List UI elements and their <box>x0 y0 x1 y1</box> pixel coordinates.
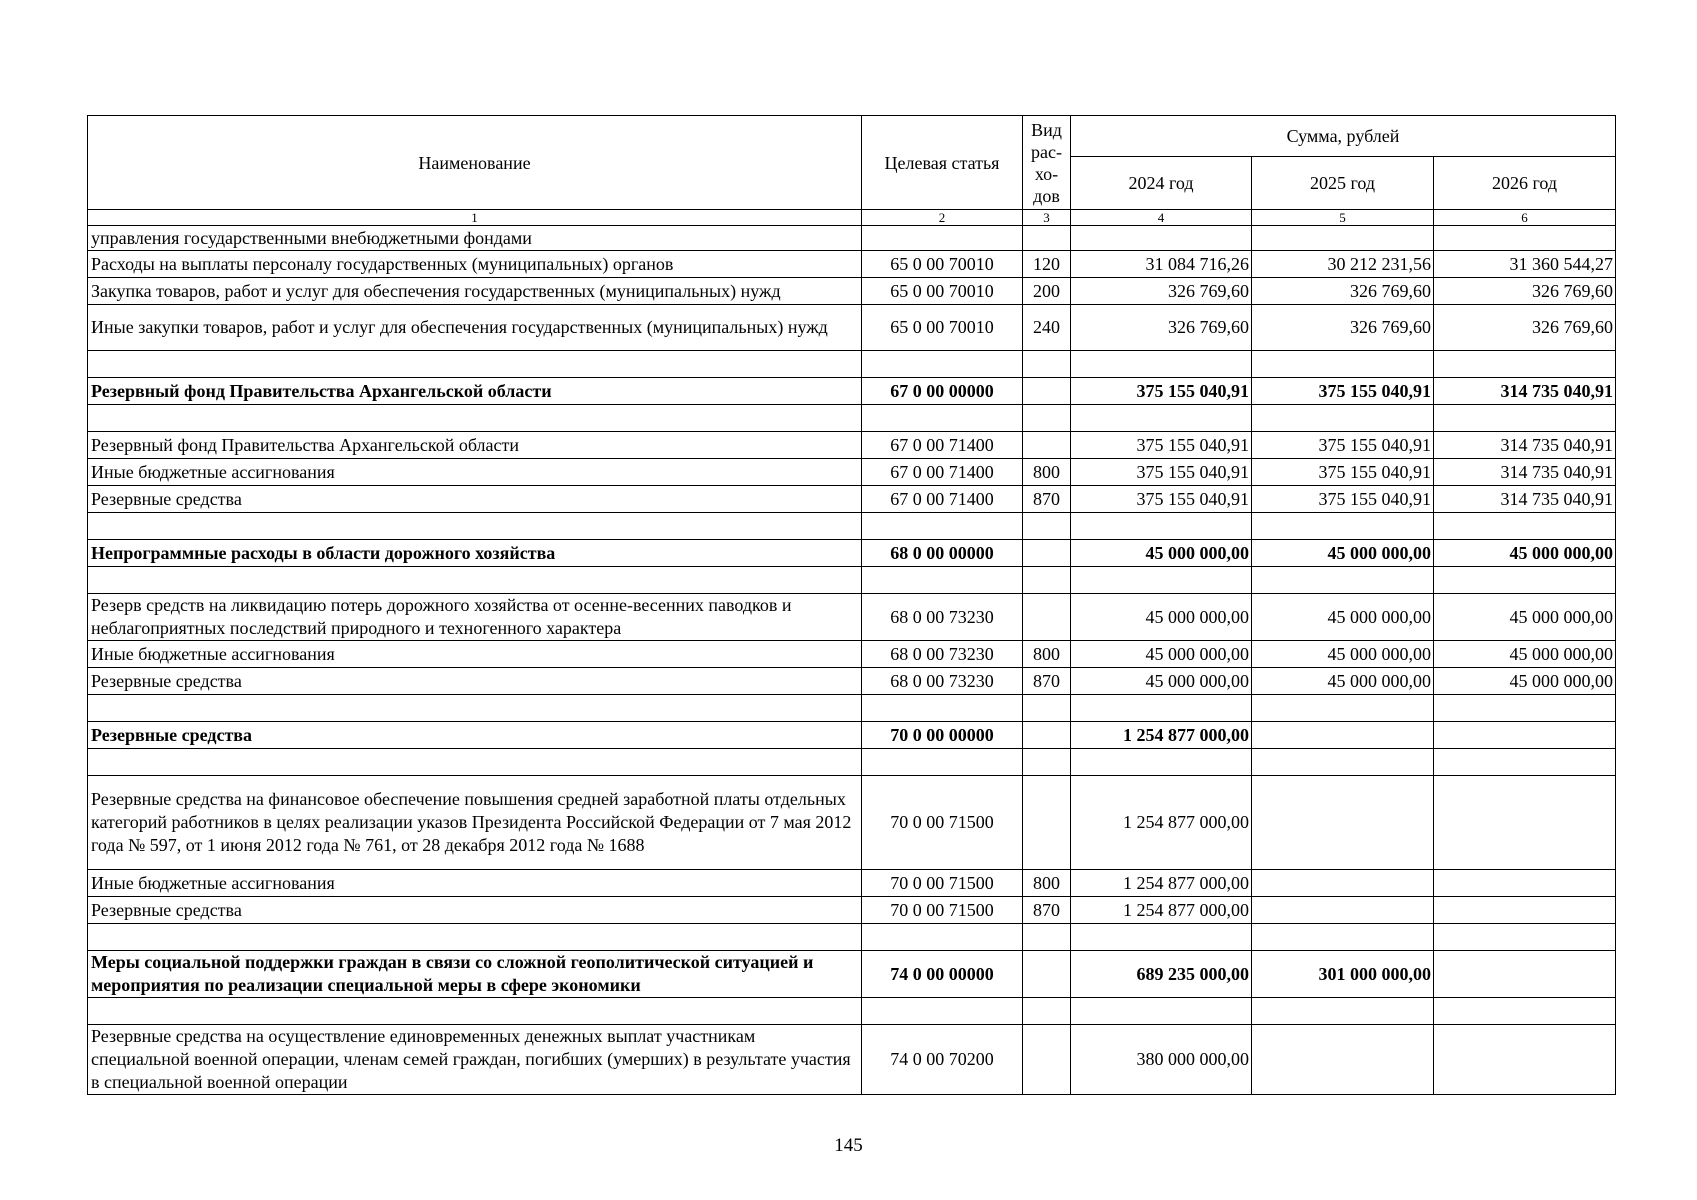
cell-sum-2025: 45 000 000,00 <box>1252 668 1434 695</box>
cell-sum-2025 <box>1252 405 1434 432</box>
cell-target-article: 65 0 00 70010 <box>862 305 1023 351</box>
page-number: 145 <box>834 1135 863 1156</box>
column-number: 6 <box>1434 210 1616 226</box>
cell-name: Резервные средства <box>88 722 862 749</box>
cell-sum-2025 <box>1252 1025 1434 1095</box>
cell-target-article: 68 0 00 73230 <box>862 594 1023 641</box>
table-row <box>88 513 1616 540</box>
cell-expense-type: 870 <box>1023 486 1071 513</box>
cell-target-article: 67 0 00 71400 <box>862 432 1023 459</box>
cell-sum-2025: 326 769,60 <box>1252 278 1434 305</box>
table-row <box>88 459 1616 486</box>
cell-target-article: 74 0 00 70200 <box>862 1025 1023 1095</box>
cell-expense-type <box>1023 749 1071 776</box>
cell-name: Резервные средства <box>88 897 862 924</box>
cell-sum-2024: 375 155 040,91 <box>1071 378 1252 405</box>
cell-name <box>88 513 862 540</box>
cell-sum-2024: 45 000 000,00 <box>1071 668 1252 695</box>
cell-target-article <box>862 998 1023 1025</box>
column-number: 2 <box>862 210 1023 226</box>
cell-target-article <box>862 226 1023 251</box>
cell-sum-2024: 326 769,60 <box>1071 278 1252 305</box>
cell-name: Меры социальной поддержки граждан в связи со сложной геополитической ситуацией и мероприятия по реализации специальной меры в сфере экономики <box>88 951 862 998</box>
cell-sum-2024: 326 769,60 <box>1071 305 1252 351</box>
cell-sum-2025 <box>1252 695 1434 722</box>
cell-name: Непрограммные расходы в области дорожного хозяйства <box>88 540 862 567</box>
cell-expense-type <box>1023 351 1071 378</box>
cell-sum-2026: 314 735 040,91 <box>1434 378 1616 405</box>
cell-target-article <box>862 513 1023 540</box>
cell-sum-2025: 375 155 040,91 <box>1252 486 1434 513</box>
cell-target-article <box>862 405 1023 432</box>
cell-sum-2024: 375 155 040,91 <box>1071 432 1252 459</box>
table-row <box>88 776 1616 870</box>
table-row <box>88 540 1616 567</box>
cell-target-article: 74 0 00 00000 <box>862 951 1023 998</box>
cell-target-article: 70 0 00 71500 <box>862 897 1023 924</box>
cell-sum-2024 <box>1071 695 1252 722</box>
cell-name <box>88 405 862 432</box>
table-row <box>88 998 1616 1025</box>
column-number: 5 <box>1252 210 1434 226</box>
cell-sum-2026 <box>1434 897 1616 924</box>
cell-target-article: 68 0 00 73230 <box>862 641 1023 668</box>
cell-expense-type <box>1023 695 1071 722</box>
cell-expense-type <box>1023 594 1071 641</box>
cell-sum-2025 <box>1252 513 1434 540</box>
cell-sum-2025 <box>1252 870 1434 897</box>
cell-sum-2024: 380 000 000,00 <box>1071 1025 1252 1095</box>
cell-expense-type: 800 <box>1023 641 1071 668</box>
cell-target-article <box>862 567 1023 594</box>
table-row <box>88 749 1616 776</box>
cell-sum-2026 <box>1434 405 1616 432</box>
cell-sum-2026 <box>1434 722 1616 749</box>
cell-sum-2026 <box>1434 567 1616 594</box>
cell-expense-type <box>1023 1025 1071 1095</box>
cell-expense-type: 800 <box>1023 459 1071 486</box>
cell-sum-2025 <box>1252 897 1434 924</box>
cell-target-article: 67 0 00 71400 <box>862 486 1023 513</box>
cell-expense-type: 800 <box>1023 870 1071 897</box>
cell-sum-2025: 30 212 231,56 <box>1252 251 1434 278</box>
cell-target-article: 68 0 00 73230 <box>862 668 1023 695</box>
cell-sum-2026: 45 000 000,00 <box>1434 540 1616 567</box>
cell-sum-2024: 31 084 716,26 <box>1071 251 1252 278</box>
table-row <box>88 278 1616 305</box>
table-row <box>88 870 1616 897</box>
cell-target-article: 65 0 00 70010 <box>862 278 1023 305</box>
cell-expense-type <box>1023 513 1071 540</box>
cell-name: Резервный фонд Правительства Архангельской области <box>88 432 862 459</box>
table-row <box>88 567 1616 594</box>
table-row <box>88 641 1616 668</box>
cell-sum-2026: 31 360 544,27 <box>1434 251 1616 278</box>
header-sum: Сумма, рублей <box>1071 116 1616 157</box>
cell-sum-2026 <box>1434 226 1616 251</box>
cell-target-article: 70 0 00 71500 <box>862 870 1023 897</box>
cell-target-article <box>862 351 1023 378</box>
cell-sum-2025: 326 769,60 <box>1252 305 1434 351</box>
cell-sum-2024: 45 000 000,00 <box>1071 540 1252 567</box>
cell-sum-2024 <box>1071 405 1252 432</box>
cell-target-article <box>862 749 1023 776</box>
cell-name: Резерв средств на ликвидацию потерь дорожного хозяйства от осенне-весенних паводков и неблагоприятных последствий природного и техногенного характера <box>88 594 862 641</box>
cell-target-article: 65 0 00 70010 <box>862 251 1023 278</box>
cell-name: Резервные средства <box>88 668 862 695</box>
table-row <box>88 251 1616 278</box>
cell-target-article <box>862 924 1023 951</box>
cell-name: Иные бюджетные ассигнования <box>88 459 862 486</box>
table-row <box>88 226 1616 251</box>
cell-sum-2025 <box>1252 722 1434 749</box>
cell-sum-2025 <box>1252 567 1434 594</box>
cell-sum-2025: 45 000 000,00 <box>1252 594 1434 641</box>
cell-sum-2025: 375 155 040,91 <box>1252 378 1434 405</box>
cell-expense-type: 240 <box>1023 305 1071 351</box>
table-row <box>88 405 1616 432</box>
cell-name: Расходы на выплаты персоналу государственных (муниципальных) органов <box>88 251 862 278</box>
cell-name: Резервные средства на осуществление единовременных денежных выплат участникам специальной военной операции, членам семей граждан, погибших (умерших) в результате участия в специальной военной операции <box>88 1025 862 1095</box>
column-number: 3 <box>1023 210 1071 226</box>
cell-expense-type <box>1023 432 1071 459</box>
cell-sum-2024: 689 235 000,00 <box>1071 951 1252 998</box>
cell-sum-2025 <box>1252 226 1434 251</box>
cell-sum-2026: 326 769,60 <box>1434 278 1616 305</box>
cell-sum-2025 <box>1252 998 1434 1025</box>
table-row <box>88 594 1616 641</box>
cell-expense-type <box>1023 924 1071 951</box>
cell-sum-2026: 45 000 000,00 <box>1434 594 1616 641</box>
table-row <box>88 351 1616 378</box>
header-year-2024: 2024 год <box>1071 157 1252 210</box>
cell-sum-2024: 1 254 877 000,00 <box>1071 722 1252 749</box>
cell-sum-2024 <box>1071 513 1252 540</box>
cell-name: Резервные средства <box>88 486 862 513</box>
table-row <box>88 924 1616 951</box>
cell-expense-type <box>1023 378 1071 405</box>
cell-sum-2025: 375 155 040,91 <box>1252 459 1434 486</box>
table-row <box>88 378 1616 405</box>
cell-sum-2026 <box>1434 351 1616 378</box>
cell-name <box>88 567 862 594</box>
cell-name <box>88 351 862 378</box>
table-row <box>88 951 1616 998</box>
cell-name <box>88 998 862 1025</box>
cell-expense-type <box>1023 405 1071 432</box>
cell-target-article: 70 0 00 71500 <box>862 776 1023 870</box>
header-target-article: Целевая статья <box>862 116 1023 210</box>
cell-expense-type <box>1023 776 1071 870</box>
header-expense-type: Вид рас-хо-дов <box>1023 116 1071 210</box>
cell-sum-2024 <box>1071 567 1252 594</box>
cell-expense-type: 200 <box>1023 278 1071 305</box>
cell-name: управления государственными внебюджетными фондами <box>88 226 862 251</box>
table-row <box>88 897 1616 924</box>
cell-sum-2024 <box>1071 998 1252 1025</box>
cell-expense-type: 870 <box>1023 668 1071 695</box>
cell-target-article: 68 0 00 00000 <box>862 540 1023 567</box>
cell-sum-2025: 375 155 040,91 <box>1252 432 1434 459</box>
cell-name <box>88 924 862 951</box>
cell-sum-2024 <box>1071 749 1252 776</box>
cell-name <box>88 749 862 776</box>
cell-sum-2024 <box>1071 226 1252 251</box>
cell-sum-2026 <box>1434 998 1616 1025</box>
cell-sum-2024 <box>1071 351 1252 378</box>
table-row <box>88 668 1616 695</box>
column-number: 1 <box>88 210 862 226</box>
cell-target-article: 67 0 00 71400 <box>862 459 1023 486</box>
header-name: Наименование <box>88 116 862 210</box>
table-body <box>88 226 1616 1095</box>
cell-sum-2024: 375 155 040,91 <box>1071 486 1252 513</box>
cell-expense-type: 120 <box>1023 251 1071 278</box>
cell-sum-2026 <box>1434 749 1616 776</box>
cell-sum-2026: 326 769,60 <box>1434 305 1616 351</box>
cell-sum-2025: 301 000 000,00 <box>1252 951 1434 998</box>
cell-expense-type: 870 <box>1023 897 1071 924</box>
cell-sum-2024 <box>1071 924 1252 951</box>
cell-sum-2025: 45 000 000,00 <box>1252 540 1434 567</box>
table-row <box>88 722 1616 749</box>
cell-name: Иные закупки товаров, работ и услуг для обеспечения государственных (муниципальных) нужд <box>88 305 862 351</box>
cell-name: Иные бюджетные ассигнования <box>88 641 862 668</box>
cell-sum-2026 <box>1434 951 1616 998</box>
header-year-2025: 2025 год <box>1252 157 1434 210</box>
cell-name: Иные бюджетные ассигнования <box>88 870 862 897</box>
cell-sum-2024: 45 000 000,00 <box>1071 594 1252 641</box>
cell-sum-2024: 1 254 877 000,00 <box>1071 897 1252 924</box>
cell-expense-type <box>1023 951 1071 998</box>
cell-sum-2026 <box>1434 695 1616 722</box>
cell-sum-2026: 45 000 000,00 <box>1434 641 1616 668</box>
cell-expense-type <box>1023 226 1071 251</box>
cell-sum-2025 <box>1252 924 1434 951</box>
table-row <box>88 432 1616 459</box>
cell-sum-2026 <box>1434 924 1616 951</box>
cell-sum-2026: 45 000 000,00 <box>1434 668 1616 695</box>
cell-expense-type <box>1023 722 1071 749</box>
cell-name <box>88 695 862 722</box>
table-row <box>88 695 1616 722</box>
cell-sum-2024: 1 254 877 000,00 <box>1071 870 1252 897</box>
column-number: 4 <box>1071 210 1252 226</box>
cell-sum-2024: 1 254 877 000,00 <box>1071 776 1252 870</box>
cell-sum-2026 <box>1434 870 1616 897</box>
header-year-2026: 2026 год <box>1434 157 1616 210</box>
table-row <box>88 486 1616 513</box>
cell-sum-2025 <box>1252 351 1434 378</box>
cell-sum-2026 <box>1434 776 1616 870</box>
cell-sum-2026 <box>1434 513 1616 540</box>
cell-sum-2025: 45 000 000,00 <box>1252 641 1434 668</box>
cell-sum-2024: 375 155 040,91 <box>1071 459 1252 486</box>
cell-name: Закупка товаров, работ и услуг для обеспечения государственных (муниципальных) нужд <box>88 278 862 305</box>
cell-sum-2026: 314 735 040,91 <box>1434 432 1616 459</box>
cell-sum-2024: 45 000 000,00 <box>1071 641 1252 668</box>
cell-target-article <box>862 695 1023 722</box>
table-row <box>88 1025 1616 1095</box>
cell-name: Резервный фонд Правительства Архангельской области <box>88 378 862 405</box>
cell-name: Резервные средства на финансовое обеспечение повышения средней заработной платы отдельных категорий работников в целях реализации указов Президента Российской Федерации от 7 мая 2012 года № 597, от 1 июня 2012 года № 761, от 28 декабря 2012 года № 1688 <box>88 776 862 870</box>
cell-sum-2025 <box>1252 749 1434 776</box>
cell-sum-2026 <box>1434 1025 1616 1095</box>
table-row <box>88 305 1616 351</box>
cell-expense-type <box>1023 567 1071 594</box>
cell-expense-type <box>1023 998 1071 1025</box>
budget-table <box>87 115 1616 1095</box>
cell-expense-type <box>1023 540 1071 567</box>
cell-sum-2026: 314 735 040,91 <box>1434 486 1616 513</box>
cell-sum-2025 <box>1252 776 1434 870</box>
cell-target-article: 67 0 00 00000 <box>862 378 1023 405</box>
cell-sum-2026: 314 735 040,91 <box>1434 459 1616 486</box>
cell-target-article: 70 0 00 00000 <box>862 722 1023 749</box>
